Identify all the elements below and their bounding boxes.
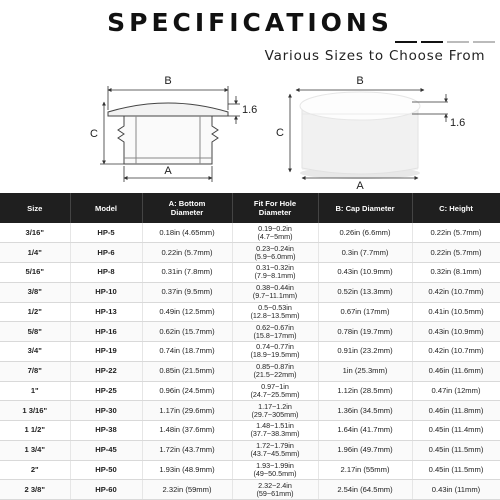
cell-bottom-diameter: 0.96in (24.5mm) [142,381,232,401]
header-fit-hole-diameter: Fit For Hole Diameter [232,193,318,223]
page-title: SPECIFICATIONS [107,8,393,37]
header-bottom-diameter: A: Bottom Diameter [142,193,232,223]
cell-cap-diameter: 0.3in (7.7mm) [318,243,412,263]
cell-fit-hole-diameter: 0.23~0.24in (5.9~6.0mm) [232,243,318,263]
header-size: Size [0,193,70,223]
title-underline-dashes [395,41,495,43]
cell-bottom-diameter: 1.48in (37.6mm) [142,421,232,441]
table-row [0,302,500,322]
cell-height: 0.22in (5.7mm) [412,223,500,243]
cell-height: 0.42in (10.7mm) [412,342,500,362]
header-model: Model [70,193,142,223]
cell-model: HP-30 [70,401,142,421]
cell-model: HP-6 [70,243,142,263]
label-thickness-left: 1.6 [242,104,258,116]
cell-bottom-diameter: 0.37in (9.5mm) [142,282,232,302]
cell-model: HP-13 [70,302,142,322]
cell-model: HP-25 [70,381,142,401]
table-row [0,322,500,342]
cell-height: 0.32in (8.1mm) [412,263,500,283]
cell-size: 3/16" [0,223,70,243]
table-row [0,342,500,362]
cell-cap-diameter: 0.52in (13.3mm) [318,282,412,302]
table-row [0,223,500,243]
cell-height: 0.46in (11.6mm) [412,361,500,381]
label-c-right: C [276,127,284,139]
cell-height: 0.45in (11.4mm) [412,421,500,441]
cell-size: 5/8" [0,322,70,342]
cell-size: 1" [0,381,70,401]
cell-cap-diameter: 2.17in (55mm) [318,460,412,480]
cell-fit-hole-diameter: 0.5~0.53in (12.8~13.5mm) [232,302,318,322]
cell-height: 0.46in (11.8mm) [412,401,500,421]
label-a-left: A [164,165,172,177]
cell-size: 1 3/16" [0,401,70,421]
table-row [0,460,500,480]
cell-fit-hole-diameter: 1.17~1.2in (29.7~305mm) [232,401,318,421]
cell-fit-hole-diameter: 1.93~1.99in (49~50.5mm) [232,460,318,480]
cell-fit-hole-diameter: 1.48~1.51in (37.7~38.3mm) [232,421,318,441]
cell-size: 1 1/2" [0,421,70,441]
cell-model: HP-19 [70,342,142,362]
table-row [0,401,500,421]
cell-height: 0.47in (12mm) [412,381,500,401]
table-row [0,480,500,500]
cap-dome-outline [108,103,228,116]
cell-cap-diameter: 1.64in (41.7mm) [318,421,412,441]
page-subtitle: Various Sizes to Choose From [264,48,486,64]
table-row [0,440,500,460]
cell-size: 2 3/8" [0,480,70,500]
cell-height: 0.41in (10.5mm) [412,302,500,322]
cell-model: HP-16 [70,322,142,342]
cell-model: HP-10 [70,282,142,302]
cell-cap-diameter: 1.12in (28.5mm) [318,381,412,401]
cell-model: HP-45 [70,440,142,460]
label-c-left: C [90,128,98,140]
cell-size: 1/4" [0,243,70,263]
label-b-left: B [164,75,172,87]
cell-cap-diameter: 0.26in (6.6mm) [318,223,412,243]
cell-bottom-diameter: 1.72in (43.7mm) [142,440,232,460]
cell-size: 2" [0,460,70,480]
cell-fit-hole-diameter: 0.19~0.2in (4.7~5mm) [232,223,318,243]
cell-cap-diameter: 0.91in (23.2mm) [318,342,412,362]
cell-size: 7/8" [0,361,70,381]
cell-size: 1 3/4" [0,440,70,460]
dimension-thickness-left [228,96,240,124]
cell-fit-hole-diameter: 2.32~2.4in (59~61mm) [232,480,318,500]
cell-height: 0.45in (11.5mm) [412,440,500,460]
cell-height: 0.42in (10.7mm) [412,282,500,302]
cell-fit-hole-diameter: 0.62~0.67in (15.8~17mm) [232,322,318,342]
cell-fit-hole-diameter: 0.97~1in (24.7~25.5mm) [232,381,318,401]
header-cap-diameter: B: Cap Diameter [318,193,412,223]
cell-fit-hole-diameter: 1.72~1.79in (43.7~45.5mm) [232,440,318,460]
cell-bottom-diameter: 1.17in (29.6mm) [142,401,232,421]
cell-cap-diameter: 1in (25.3mm) [318,361,412,381]
dimension-diagram-svg [0,68,500,190]
cell-bottom-diameter: 2.32in (59mm) [142,480,232,500]
cell-height: 0.22in (5.7mm) [412,243,500,263]
label-thickness-right: 1.6 [450,117,466,129]
cell-bottom-diameter: 0.74in (18.7mm) [142,342,232,362]
header-height: C: Height [412,193,500,223]
cell-size: 5/16" [0,263,70,283]
cell-fit-hole-diameter: 0.74~0.77in (18.9~19.5mm) [232,342,318,362]
cell-fit-hole-diameter: 0.85~0.87in (21.5~22mm) [232,361,318,381]
plug-body-outline [118,116,218,164]
cell-bottom-diameter: 0.62in (15.7mm) [142,322,232,342]
cell-height: 0.45in (11.5mm) [412,460,500,480]
cell-model: HP-8 [70,263,142,283]
cell-cap-diameter: 0.43in (10.9mm) [318,263,412,283]
cell-cap-diameter: 0.67in (17mm) [318,302,412,322]
spec-table [0,193,500,500]
cell-size: 1/2" [0,302,70,322]
cell-model: HP-22 [70,361,142,381]
cell-bottom-diameter: 0.85in (21.5mm) [142,361,232,381]
cell-cap-diameter: 1.96in (49.7mm) [318,440,412,460]
cell-model: HP-38 [70,421,142,441]
table-row [0,381,500,401]
cross-section-drawing [108,103,228,164]
label-a-right: A [356,180,364,190]
cell-bottom-diameter: 0.18in (4.65mm) [142,223,232,243]
cell-bottom-diameter: 0.31in (7.8mm) [142,263,232,283]
cell-model: HP-5 [70,223,142,243]
table-row [0,263,500,283]
cell-height: 0.43in (11mm) [412,480,500,500]
label-b-right: B [356,75,364,87]
table-row [0,361,500,381]
spec-table-body [0,223,500,500]
table-row [0,243,500,263]
cell-size: 3/4" [0,342,70,362]
cell-model: HP-60 [70,480,142,500]
spec-table-header-row [0,193,500,223]
cell-bottom-diameter: 0.49in (12.5mm) [142,302,232,322]
cell-size: 3/8" [0,282,70,302]
cell-fit-hole-diameter: 0.31~0.32in (7.9~8.1mm) [232,263,318,283]
cell-bottom-diameter: 0.22in (5.7mm) [142,243,232,263]
cell-cap-diameter: 0.78in (19.7mm) [318,322,412,342]
cell-height: 0.43in (10.9mm) [412,322,500,342]
cell-bottom-diameter: 1.93in (48.9mm) [142,460,232,480]
cell-fit-hole-diameter: 0.38~0.44in (9.7~11.1mm) [232,282,318,302]
plug-product-photo [300,92,420,179]
dimension-diagram [0,68,500,190]
table-row [0,282,500,302]
cell-cap-diameter: 1.36in (34.5mm) [318,401,412,421]
cell-cap-diameter: 2.54in (64.5mm) [318,480,412,500]
table-row [0,421,500,441]
cell-model: HP-50 [70,460,142,480]
